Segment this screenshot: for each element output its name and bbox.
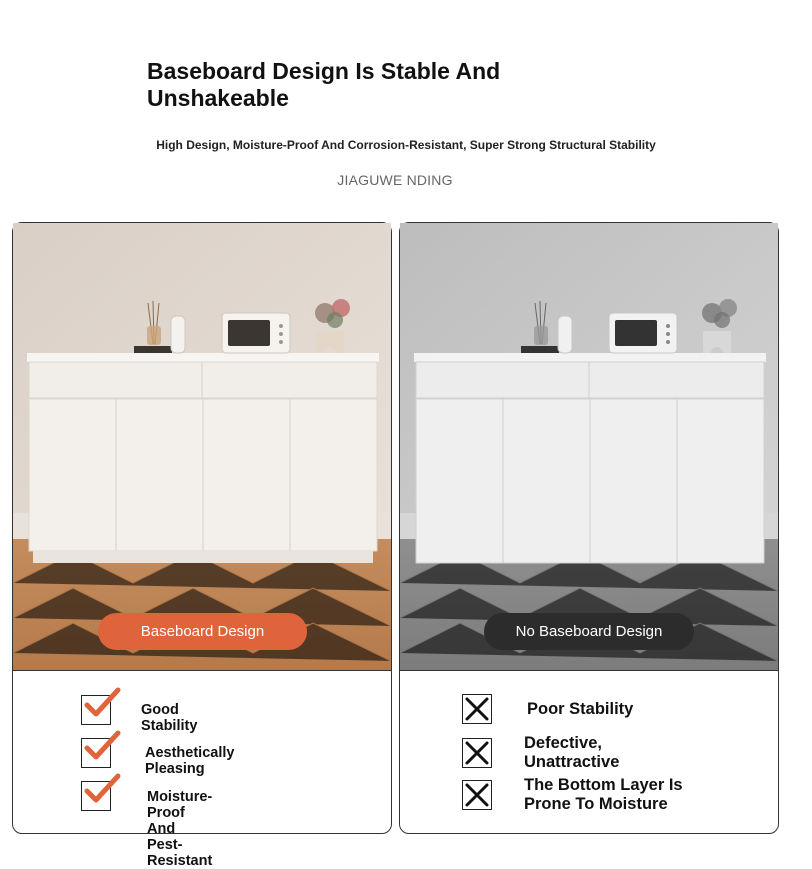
x-icon [462, 780, 492, 810]
page-title: Baseboard Design Is Stable And Unshakeable [147, 58, 501, 111]
feature-text: Defective, Unattractive [524, 734, 620, 771]
x-icon [462, 694, 492, 724]
feature-checkbox [462, 694, 492, 724]
feature-checkbox [81, 738, 111, 768]
feature-text: Aesthetically Pleasing [145, 745, 235, 777]
check-icon [84, 688, 120, 720]
x-icon [462, 738, 492, 768]
feature-checkbox [81, 781, 111, 811]
baseboard-panel [12, 222, 392, 869]
no-baseboard-cabinet-photo [400, 223, 778, 671]
cabinet-illustration [400, 223, 778, 670]
feature-checkbox [462, 780, 492, 810]
brand-name: JIAGUWE NDING [337, 172, 453, 188]
feature-text: Poor Stability [527, 700, 634, 718]
check-icon [84, 731, 120, 763]
no-baseboard-design-label: No Baseboard Design [484, 613, 694, 650]
cabinet-illustration [13, 223, 391, 670]
feature-text: Good Stability [141, 702, 198, 734]
no-baseboard-panel [399, 222, 779, 834]
feature-text: Moisture-Proof And Pest-Resistant [147, 789, 213, 869]
feature-checkbox [81, 695, 111, 725]
feature-checkbox [462, 738, 492, 768]
baseboard-cabinet-photo [13, 223, 391, 671]
baseboard-design-label: Baseboard Design [98, 613, 307, 650]
check-icon [84, 774, 120, 806]
feature-text: The Bottom Layer Is Prone To Moisture [524, 776, 683, 813]
page-subtitle: High Design, Moisture-Proof And Corrosion-Resistant, Super Strong Structural Stability [156, 138, 656, 152]
